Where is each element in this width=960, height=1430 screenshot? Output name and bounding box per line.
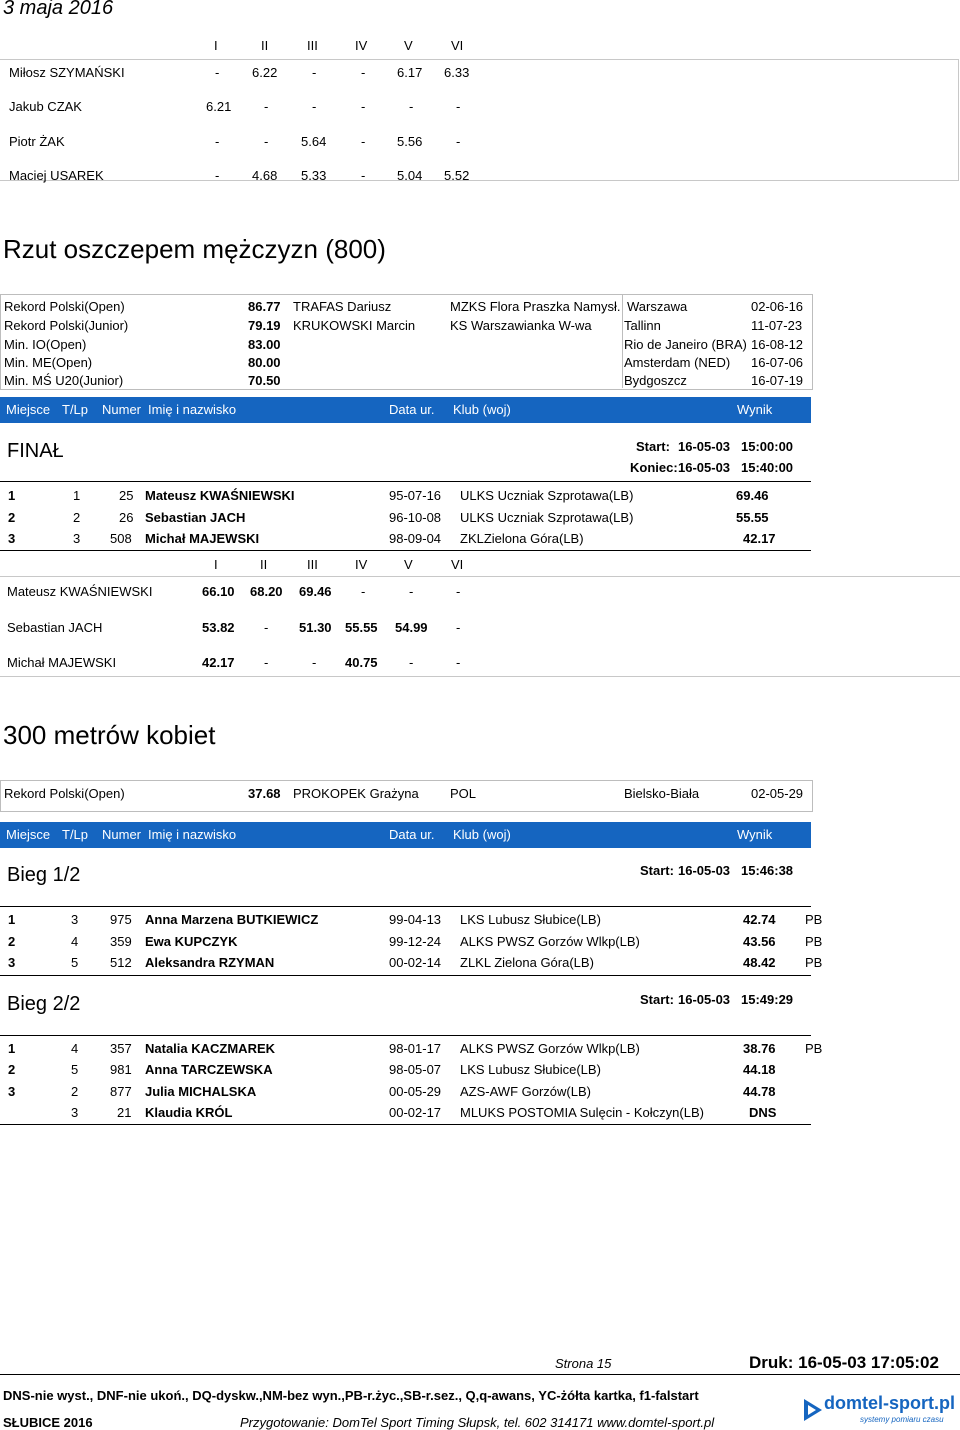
result-lp: 3 [71,912,79,927]
result-club: AZS-AWF Gorzów(LB) [460,1084,591,1099]
col-numer: Numer [102,827,142,842]
athlete-name: Jakub CZAK [9,99,82,114]
attempt: - [456,99,461,114]
roman-i: I [214,38,218,53]
roman-ii: II [261,38,269,53]
start-date: 16-05-03 [678,992,731,1007]
record-club: MZKS Flora Praszka Namysł. [450,299,621,314]
result-num: 21 [117,1105,132,1120]
attempt: 53.82 [202,620,235,635]
result-num: 26 [119,510,134,525]
record-value: 79.19 [248,318,281,333]
roman-v: V [404,38,413,53]
result-dob: 00-02-17 [389,1105,442,1120]
attempt: - [456,584,461,599]
page-number: Strona 15 [555,1356,612,1371]
attempt: 6.33 [444,65,470,80]
attempt: - [409,655,414,670]
record-date: 02-06-16 [751,299,804,314]
event-name: SŁUBICE 2016 [3,1415,93,1430]
roman-ii: II [260,557,268,572]
col-wynik: Wynik [737,827,773,842]
roman-v: V [404,557,413,572]
result-name: Ewa KUPCZYK [145,934,238,949]
roman-iii: III [307,38,318,53]
result-value: 69.46 [736,488,769,503]
result-value: 44.18 [743,1062,776,1077]
page-heading: 3 maja 2016 [3,0,114,19]
attempt: 6.17 [397,65,423,80]
result-num: 512 [110,955,132,970]
attempt: - [361,134,366,149]
result-club: ALKS PWSZ Gorzów Wlkp(LB) [460,934,640,949]
domtel-logo [800,1391,958,1429]
result-name: Anna TARCZEWSKA [145,1062,273,1077]
record-label: Rekord Polski(Open) [4,299,125,314]
result-name: Aleksandra RZYMAN [145,955,275,970]
record-label: Rekord Polski(Junior) [4,318,129,333]
start-label: Start: [640,992,674,1007]
result-num: 25 [119,488,134,503]
results-header-bar [0,397,811,423]
result-lp: 4 [71,1041,79,1056]
roman-vi: VI [451,557,464,572]
start-time: 15:46:38 [741,863,794,878]
attempt: - [361,65,366,80]
athlete-name: Miłosz SZYMAŃSKI [9,65,125,80]
result-name: Natalia KACZMAREK [145,1041,276,1056]
separator [0,1035,811,1036]
separator [0,1124,811,1125]
record-club: KS Warszawianka W-wa [450,318,592,333]
result-name: Klaudia KRÓL [145,1105,233,1120]
result-place: 3 [8,1084,16,1099]
result-name: Sebastian JACH [145,510,246,525]
record-label: Rekord Polski(Open) [4,786,125,801]
result-dob: 00-02-14 [389,955,442,970]
record-label: Min. MŚ U20(Junior) [4,373,124,388]
col-imie: Imię i nazwisko [148,402,237,417]
result-club: LKS Lubusz Słubice(LB) [460,1062,601,1077]
roman-iii: III [307,557,318,572]
record-place: Tallinn [624,318,661,333]
record-date: 16-08-12 [751,337,804,352]
attempt: - [456,134,461,149]
attempt: 42.17 [202,655,235,670]
result-value: 48.42 [743,955,776,970]
attempt: - [361,99,366,114]
attempt: - [264,134,269,149]
result-note: PB [805,912,823,927]
result-place: 3 [71,1105,79,1120]
section-title: 300 metrów kobiet [3,720,216,750]
result-name: Julia MICHALSKA [145,1084,257,1099]
attempt: - [312,65,317,80]
col-miejsce: Miejsce [6,827,51,842]
col-data: Data ur. [389,402,435,417]
prepared-by: Przygotowanie: DomTel Sport Timing Słupsk, tel. 602 314171 www.domtel-sport.pl [240,1415,715,1430]
result-place: 2 [8,510,16,525]
result-num: 877 [110,1084,132,1099]
heat-title: Bieg 1/2 [7,864,81,886]
result-value: 55.55 [736,510,769,525]
start-label: Start: [640,863,674,878]
attempt: - [264,620,269,635]
col-tlp: T/Lp [62,827,89,842]
logo-mark-icon [802,1397,824,1423]
start-time: 15:00:00 [741,439,794,454]
record-place: Amsterdam (NED) [624,355,731,370]
result-dob: 95-07-16 [389,488,442,503]
attempt: - [312,99,317,114]
attempt: 6.21 [206,99,232,114]
separator [0,906,811,907]
athlete-name: Maciej USAREK [9,168,104,183]
attempt: - [456,620,461,635]
attempt: - [409,99,414,114]
round-title: FINAŁ [7,440,64,462]
result-value: 44.78 [743,1084,776,1099]
start-time: 15:49:29 [741,992,794,1007]
record-value: 86.77 [248,299,281,314]
attempt: - [215,65,220,80]
attempt: 66.10 [202,584,235,599]
separator [0,481,811,482]
attempt: - [312,655,317,670]
athlete-name: Michał MAJEWSKI [7,655,117,670]
result-club: ULKS Uczniak Szprotawa(LB) [460,488,634,503]
result-place: 1 [8,1041,16,1056]
result-club: LKS Lubusz Słubice(LB) [460,912,601,927]
roman-iv: IV [355,38,368,53]
result-dob: 96-10-08 [389,510,442,525]
record-date: 11-07-23 [751,318,803,333]
result-dob: 98-05-07 [389,1062,442,1077]
attempt: 51.30 [299,620,332,635]
result-lp: 1 [73,488,81,503]
record-label: Min. ME(Open) [4,355,93,370]
attempt: - [215,168,220,183]
record-holder: KRUKOWSKI Marcin [293,318,416,333]
record-club: POL [450,786,477,801]
result-value: 38.76 [743,1041,776,1056]
result-lp: 2 [71,1084,79,1099]
attempt: 5.33 [301,168,327,183]
record-date: 02-05-29 [751,786,804,801]
result-lp: 4 [71,934,79,949]
result-lp: 5 [71,1062,79,1077]
record-place: Bielsko-Biała [624,786,700,801]
result-dob: 98-09-04 [389,531,442,546]
record-value: 80.00 [248,355,281,370]
roman-iv: IV [355,557,368,572]
heat-title: Bieg 2/2 [7,993,81,1015]
record-value: 37.68 [248,786,281,801]
result-dob: 98-01-17 [389,1041,442,1056]
print-timestamp: Druk: 16-05-03 17:05:02 [749,1353,939,1372]
attempt: 5.64 [301,134,327,149]
result-name: Anna Marzena BUTKIEWICZ [145,912,319,927]
result-dob: 99-12-24 [389,934,442,949]
result-num: 981 [110,1062,132,1077]
attempt: 68.20 [250,584,283,599]
result-club: ULKS Uczniak Szprotawa(LB) [460,510,634,525]
result-note: PB [805,955,823,970]
end-date: 16-05-03 [678,460,731,475]
result-value: 42.17 [743,531,776,546]
col-klub: Klub (woj) [453,402,511,417]
record-place: Rio de Janeiro (BRA) [624,337,747,352]
result-num: 359 [110,934,132,949]
attempt: - [264,655,269,670]
result-club: MLUKS POSTOMIA Sulęcin - Kołczyn(LB) [460,1105,704,1120]
result-value: DNS [749,1105,777,1120]
attempt: - [456,655,461,670]
separator [0,550,811,551]
records-divider [622,294,623,388]
result-place: 1 [8,488,16,503]
result-num: 975 [110,912,132,927]
section-title: Rzut oszczepem mężczyzn (800) [3,234,386,264]
col-data: Data ur. [389,827,435,842]
result-lp: 5 [71,955,79,970]
attempt: 5.56 [397,134,423,149]
attempt: - [264,99,269,114]
col-imie: Imię i nazwisko [148,827,237,842]
result-club: ALKS PWSZ Gorzów Wlkp(LB) [460,1041,640,1056]
record-value: 83.00 [248,337,281,352]
attempt: 5.04 [397,168,423,183]
result-club: ZKLZielona Góra(LB) [460,531,584,546]
record-place: Warszawa [627,299,688,314]
result-place: 3 [8,955,16,970]
result-lp: 3 [73,531,81,546]
attempt: 54.99 [395,620,428,635]
record-place: Bydgoszcz [624,373,687,388]
logo-subtitle: systemy pomiaru czasu [860,1415,944,1424]
record-date: 16-07-06 [751,355,804,370]
result-note: PB [805,934,823,949]
col-miejsce: Miejsce [6,402,51,417]
roman-i: I [214,557,218,572]
attempt: 4.68 [252,168,278,183]
result-place: 2 [8,934,16,949]
attempt: 5.52 [444,168,470,183]
attempt: - [215,134,220,149]
col-numer: Numer [102,402,142,417]
result-num: 508 [110,531,132,546]
series-top-line [0,576,960,577]
attempt: 55.55 [345,620,378,635]
result-place: 3 [8,531,16,546]
athlete-name: Mateusz KWAŚNIEWSKI [7,584,153,599]
result-place: 2 [8,1062,16,1077]
start-label: Start: [636,439,670,454]
series-bottom-line [0,676,960,677]
series-box [0,59,959,181]
record-value: 70.50 [248,373,281,388]
end-time: 15:40:00 [741,460,794,475]
attempt: 6.22 [252,65,278,80]
result-num: 357 [110,1041,132,1056]
result-note: PB [805,1041,823,1056]
result-name: Mateusz KWAŚNIEWSKI [145,488,295,503]
attempt: 69.46 [299,584,332,599]
start-date: 16-05-03 [678,863,731,878]
attempt: - [361,584,366,599]
record-holder: TRAFAS Dariusz [293,299,392,314]
col-tlp: T/Lp [62,402,89,417]
athlete-name: Piotr ŻAK [9,134,65,149]
footer-line [0,1374,960,1375]
logo-text: domtel-sport.pl [824,1393,955,1413]
result-dob: 00-05-29 [389,1084,442,1099]
end-label: Koniec: [630,460,678,475]
result-name: Michał MAJEWSKI [145,531,260,546]
attempt: - [409,584,414,599]
legend: DNS-nie wyst., DNF-nie ukoń., DQ-dyskw.,NM-bez wyn.,PB-r.życ.,SB-r.sez., Q,q-awans, YC-żółta kartka, f1-falstart [3,1388,699,1403]
athlete-name: Sebastian JACH [7,620,103,635]
roman-vi: VI [451,38,464,53]
result-value: 43.56 [743,934,776,949]
col-wynik: Wynik [737,402,773,417]
separator [0,975,811,976]
col-klub: Klub (woj) [453,827,511,842]
attempt: 40.75 [345,655,378,670]
record-label: Min. IO(Open) [4,337,87,352]
result-place: 1 [8,912,16,927]
record-date: 16-07-19 [751,373,804,388]
start-date: 16-05-03 [678,439,731,454]
result-club: ZLKL Zielona Góra(LB) [460,955,594,970]
result-dob: 99-04-13 [389,912,442,927]
results-header-bar [0,822,811,848]
record-holder: PROKOPEK Grażyna [293,786,419,801]
result-lp: 2 [73,510,81,525]
attempt: - [361,168,366,183]
result-value: 42.74 [743,912,776,927]
